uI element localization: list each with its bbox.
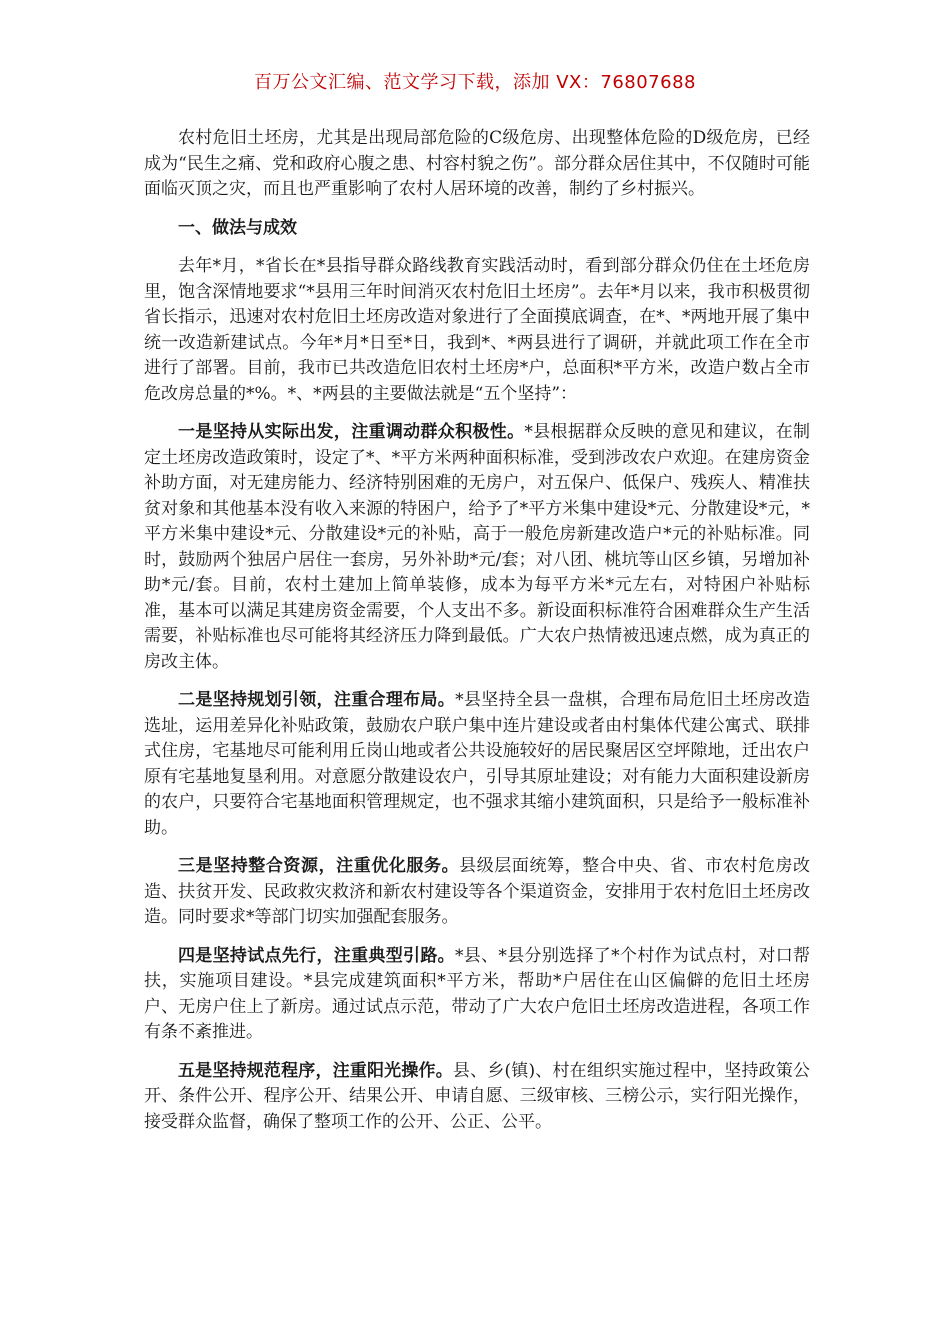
point-title: 四是坚持试点先行，注重典型引路。 <box>178 945 455 966</box>
point-body: 县、乡(镇)、村在组织实施过程中，坚持政策公开、条件公开、程序公开、结果公开、申请自愿、三级审核、三榜公示，实行阳光操作，接受群众监督，确保了整项工作的公开、公正、公平。 <box>144 1060 811 1132</box>
point-paragraph-5 <box>144 1059 810 1136</box>
intro-paragraph: 农村危旧土坯房，尤其是出现局部危险的C级危房、出现整体危险的D级危房，已经成为“民生之痛、党和政府心腹之患、村容村貌之伤”。部分群众居住其中，不仅随时可能面临灭顶之灾，而且也严重影响了农村人居环境的改善，制约了乡村振兴。 <box>144 128 810 199</box>
point-paragraph-3 <box>144 854 810 931</box>
watermark-header: 百万公文汇编、范文学习下载，添加 VX：76807688 <box>254 72 696 93</box>
document-body <box>144 126 810 1148</box>
point-paragraph-4 <box>144 944 810 1046</box>
point-paragraph-1 <box>144 420 810 675</box>
point-title: 三是坚持整合资源，注重优化服务。 <box>178 856 460 876</box>
point-title: 二是坚持规划引领，注重合理布局。 <box>178 690 456 710</box>
section-intro-paragraph: 去年*月，*省长在*县指导群众路线教育实践活动时，看到部分群众仍住在土坯危房里，饱含深情地要求“*县用三年时间消灭农村危旧土坯房”。去年*月以来，我市积极贯彻省长指示，迅速对农村危旧土坯房改造对象进行了全面摸底调查，在*、*两地开展了集中统一改造新建试点。今年*月*日至*日，我到*、*两县进行了调研，并就此项工作在全市进行了部署。目前，我市已共改造危旧农村土坯房*户，总面积*平方米，改造户数占全市危改房总量的*%。*、*两县的主要做法就是“五个坚持”： <box>144 256 810 404</box>
point-body: *县根据群众反映的意见和建议，在制定土坯房改造政策时，设定了*、*平方米两种面积标准，受到涉改农户欢迎。在建房资金补助方面，对无建房能力、经济特别困难的无房户，对五保户、低保户、残疾人、精准扶贫对象和其他基本没有收入来源的特困户，给予了*平方米集中建设*元、分散建设*元，*平方米集中建设*元、分散建设*元的补贴，高于一般危房新建改造户*元的补贴标准。同时，鼓励两个独居户居住一套房，另外补助*元/套；对八团、桃坑等山区乡镇，另增加补助*元/套。目前，农村土建加上简单装修，成本为每平方米*元左右，对特困户补贴标准，基本可以满足其建房资金需要，个人支出不多。新设面积标准符合困难群众生产生活需要，补贴标准也尽可能将其经济压力降到最低。广大农户热情被迅速点燃，成为真正的房改主体。 <box>144 422 811 672</box>
point-title: 一是坚持从实际出发，注重调动群众积极性。 <box>178 422 525 442</box>
section-heading: 一、做法与成效 <box>178 217 297 238</box>
point-title: 五是坚持规范程序，注重阳光操作。 <box>178 1060 453 1081</box>
point-body: *县坚持全县一盘棋，合理布局危旧土坯房改造选址，运用差异化补贴政策，鼓励农户联户集中连片建设或者由村集体代建公寓式、联排式住房，宅基地尽可能利用丘岗山地或者公共设施较好的居民聚居区空坪隙地，迁出农户原有宅基地复垦利用。对意愿分散建设农户，引导其原址建设；对有能力大面积建设新房的农户，只要符合宅基地面积管理规定，也不强求其缩小建筑面积，只是给予一般标准补助。 <box>144 690 811 838</box>
point-body: *县、*县分别选择了*个村作为试点村，对口帮扶，实施项目建设。*县完成建筑面积*平方米，帮助*户居住在山区偏僻的危旧土坯房户、无房户住上了新房。通过试点示范，带动了广大农户危旧土坯房改造进程，各项工作有条不紊推进。 <box>144 945 811 1042</box>
point-paragraph-2 <box>144 688 810 841</box>
point-body: 县级层面统筹，整合中央、省、市农村危房改造、扶贫开发、民政救灾救济和新农村建设等各个渠道资金，安排用于农村危旧土坯房改造。同时要求*等部门切实加强配套服务。 <box>144 856 811 927</box>
